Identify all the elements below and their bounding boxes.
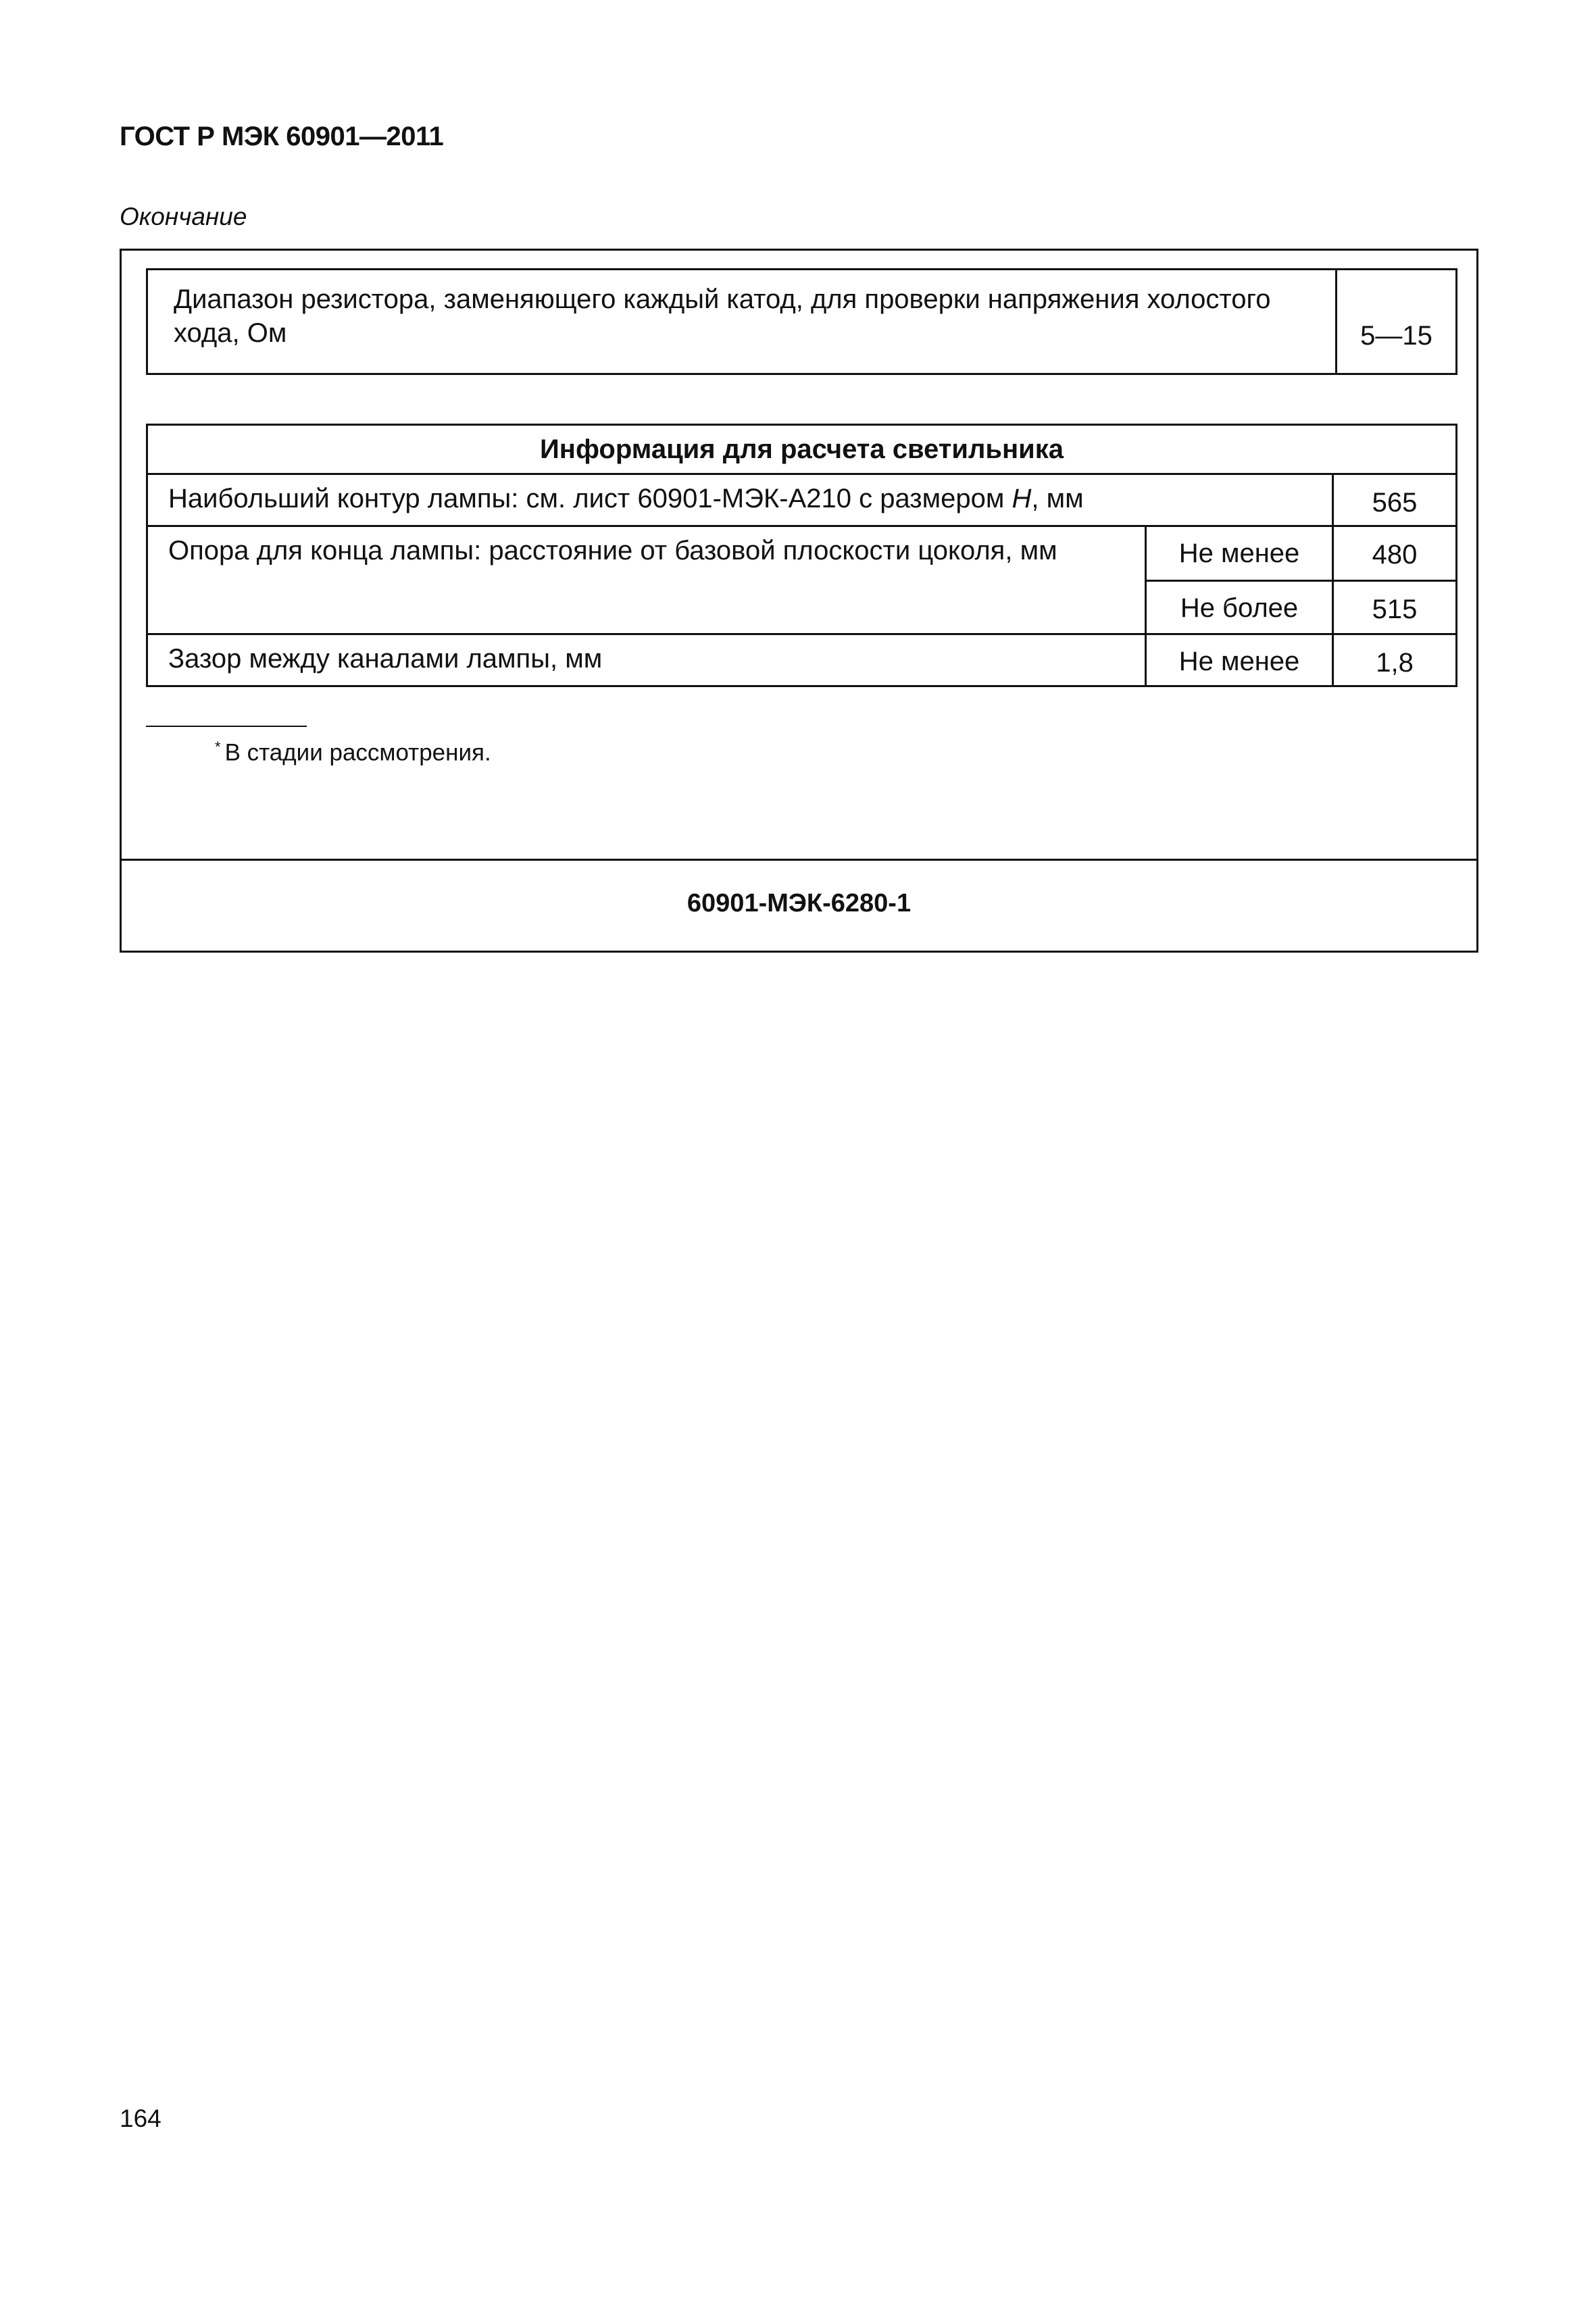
table-row: [147, 526, 1457, 581]
table-row: [147, 634, 1457, 686]
lamp-end-support-max-value: 515: [1333, 581, 1457, 634]
lamp-end-support-min-value: 480: [1333, 526, 1457, 581]
resistor-table: [146, 268, 1457, 375]
resistor-value: 5—15: [1337, 270, 1457, 374]
page-number: 164: [120, 2105, 161, 2132]
channel-gap-label: Зазор между каналами лампы, мм: [147, 634, 1146, 686]
lamp-end-support-max-condition: Не более: [1146, 581, 1333, 634]
max-contour-label: [147, 474, 1333, 526]
dimension-symbol: H: [1012, 484, 1032, 513]
table-header-row: [147, 425, 1457, 474]
footnote: [215, 738, 491, 767]
footnote-text: В стадии рассмотрения.: [224, 739, 491, 766]
luminaire-table: [146, 424, 1457, 687]
lamp-end-support-label: Опора для конца лампы: расстояние от базовой плоскости цоколя, мм: [147, 526, 1146, 634]
frame-divider: [122, 859, 1476, 861]
channel-gap-value: 1,8: [1333, 634, 1457, 686]
footnote-mark: *: [215, 738, 221, 755]
sheet-code: 60901-МЭК-6280-1: [687, 889, 912, 917]
channel-gap-condition: Не менее: [1146, 634, 1333, 686]
resistor-description: Диапазон резистора, заменяющего каждый катод, для проверки напряжения холостого хода, Ом: [147, 270, 1337, 374]
table-row: [147, 474, 1457, 526]
lamp-end-support-min-condition: Не менее: [1146, 526, 1333, 581]
document-header: ГОСТ Р МЭК 60901—2011: [120, 122, 444, 151]
sheet-frame: [120, 249, 1478, 953]
max-contour-label-suffix: , мм: [1031, 484, 1084, 513]
max-contour-value: 565: [1333, 474, 1457, 526]
table-row: [147, 270, 1457, 374]
max-contour-label-prefix: Наибольший контур лампы: см. лист 60901-МЭК-А210 с размером: [168, 484, 1012, 513]
continuation-label: Окончание: [120, 203, 247, 230]
footnote-separator: [146, 726, 307, 727]
luminaire-table-heading: Информация для расчета светильника: [147, 425, 1457, 474]
